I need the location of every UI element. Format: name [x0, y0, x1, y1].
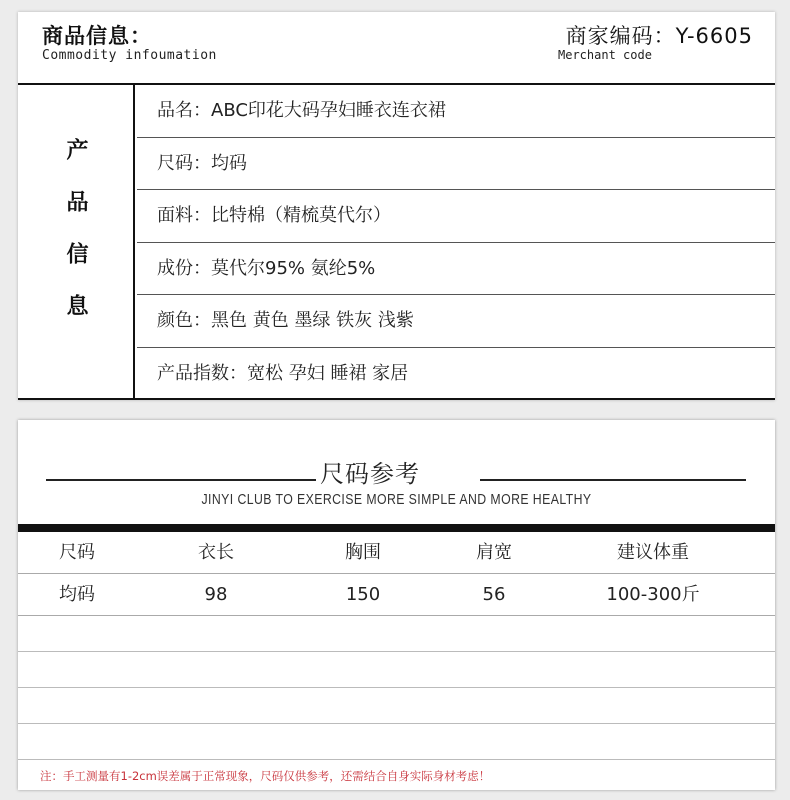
column-header: 肩宽: [476, 542, 512, 563]
product-info-table: [18, 83, 775, 400]
product-size-row: 尺码：均码: [137, 138, 775, 191]
product-composition-row: 成份：莫代尔95% 氨纶5%: [137, 243, 775, 296]
column-header: 衣长: [198, 542, 234, 563]
table-cell: 均码: [59, 584, 95, 605]
product-index-row: 产品指数：宽松 孕妇 睡裙 家居: [157, 362, 409, 384]
info-title-english: Commodity infoumation: [42, 48, 217, 63]
product-info-side-label: [18, 85, 135, 398]
table-cell: 56: [482, 584, 506, 605]
merchant-code: 商家编码：Y-6605: [565, 24, 753, 48]
empty-table-row: [18, 688, 775, 724]
product-name-row: 品名：ABC印花大码孕妇睡衣连衣裙: [137, 85, 775, 138]
side-label-text: 产品信息: [63, 137, 88, 346]
table-cell: 100-300斤: [606, 584, 700, 605]
product-fabric-row: 面料：比特棉（精梳莫代尔）: [137, 190, 775, 243]
commodity-info-card: [18, 12, 775, 400]
size-reference-subtitle: JINYI CLUB TO EXERCISE MORE SIMPLE AND MORE HEALTHY: [201, 491, 592, 508]
empty-table-row: [18, 724, 775, 760]
table-top-bar: [18, 524, 775, 532]
column-header: 尺码: [59, 542, 95, 563]
product-colors-row: 颜色：黑色 黄色 墨绿 铁灰 浅紫: [137, 295, 775, 348]
info-title: 商品信息：: [42, 24, 152, 48]
info-header: [18, 12, 775, 82]
size-reference-card: [18, 420, 775, 790]
table-cell: 98: [204, 584, 228, 605]
column-header: 建议体重: [617, 542, 689, 563]
measurement-note: 注：手工测量有1-2cm误差属于正常现象，尺码仅供参考，还需结合自身实际身材考虑！: [40, 769, 491, 783]
size-table: [18, 532, 775, 760]
size-reference-title: 尺码参考: [320, 460, 420, 488]
table-row: [18, 574, 775, 616]
product-info-rows: [137, 85, 775, 398]
table-cell: 150: [345, 584, 381, 605]
empty-table-row: [18, 652, 775, 688]
column-header: 胸围: [345, 542, 381, 563]
title-divider-right: [480, 479, 746, 481]
title-divider-left: [46, 479, 316, 481]
empty-table-row: [18, 616, 775, 652]
merchant-code-english: Merchant code: [558, 48, 652, 62]
size-table-header: [18, 532, 775, 574]
